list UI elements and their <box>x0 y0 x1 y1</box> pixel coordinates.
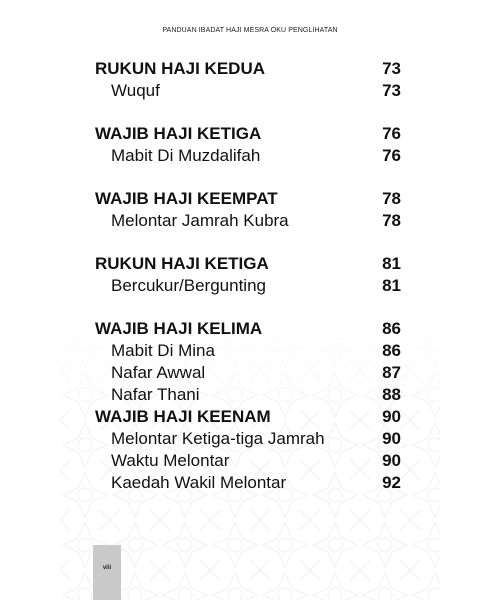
toc-section-title: WAJIB HAJI KEENAM <box>95 407 271 426</box>
toc-page-number: 76 <box>382 146 401 165</box>
toc-page-number: 90 <box>382 451 401 470</box>
toc-page-number: 90 <box>382 429 401 448</box>
toc-item-row[interactable] <box>95 362 401 384</box>
toc-item-row[interactable] <box>95 275 401 297</box>
toc-page-number: 90 <box>382 407 401 426</box>
toc-page-number: 88 <box>382 385 401 404</box>
toc-page-number: 78 <box>382 189 401 208</box>
page-number-tab <box>93 545 121 600</box>
toc-section-row[interactable] <box>95 123 401 145</box>
toc-page-number: 81 <box>382 254 401 273</box>
section-spacer <box>95 232 401 253</box>
toc-item-row[interactable] <box>95 450 401 472</box>
toc-section-row[interactable] <box>95 58 401 80</box>
section-spacer <box>95 167 401 188</box>
toc-page-number: 78 <box>382 211 401 230</box>
section-spacer <box>95 102 401 123</box>
toc-item-title: Mabit Di Mina <box>111 341 215 360</box>
toc-section-title: RUKUN HAJI KEDUA <box>95 59 266 78</box>
toc-item-row[interactable] <box>95 80 401 102</box>
toc-item-row[interactable] <box>95 340 401 362</box>
toc-item-row[interactable] <box>95 384 401 406</box>
toc-item-row[interactable] <box>95 472 401 494</box>
toc-item-title: Nafar Thani <box>111 385 200 404</box>
toc-item-row[interactable] <box>95 210 401 232</box>
toc-page-number: 76 <box>382 124 401 143</box>
toc-section-title: WAJIB HAJI KELIMA <box>95 319 263 338</box>
toc-item-row[interactable] <box>95 428 401 450</box>
toc-item-title: Nafar Awwal <box>111 363 206 382</box>
toc-item-title: Mabit Di Muzdalifah <box>111 146 261 165</box>
toc-section-title: WAJIB HAJI KETIGA <box>95 124 262 143</box>
toc-page-number: 81 <box>382 276 401 295</box>
toc-page-number: 87 <box>382 363 401 382</box>
running-header: PANDUAN IBADAT HAJI MESRA OKU PENGLIHATAN <box>162 27 338 34</box>
document-page <box>60 0 440 600</box>
toc-item-row[interactable] <box>95 145 401 167</box>
toc-item-title: Waktu Melontar <box>111 451 230 470</box>
toc-page-number: 92 <box>382 473 401 492</box>
toc-section-row[interactable] <box>95 188 401 210</box>
toc-item-title: Melontar Ketiga-tiga Jamrah <box>111 429 325 448</box>
toc-item-title: Kaedah Wakil Melontar <box>111 473 287 492</box>
toc-section-row[interactable] <box>95 406 401 428</box>
toc-item-title: Wuquf <box>111 81 160 100</box>
toc-page-number: 73 <box>382 81 401 100</box>
page-number: viii <box>102 565 112 571</box>
toc-page-number: 86 <box>382 341 401 360</box>
section-spacer <box>95 297 401 318</box>
toc-section-title: RUKUN HAJI KETIGA <box>95 254 269 273</box>
toc-section-row[interactable] <box>95 253 401 275</box>
toc-section-title: WAJIB HAJI KEEMPAT <box>95 189 278 208</box>
toc-item-title: Melontar Jamrah Kubra <box>111 211 289 230</box>
toc-page-number: 73 <box>382 59 401 78</box>
toc-section-row[interactable] <box>95 318 401 340</box>
toc-page-number: 86 <box>382 319 401 338</box>
toc-item-title: Bercukur/Bergunting <box>111 276 266 295</box>
table-of-contents <box>95 58 401 494</box>
